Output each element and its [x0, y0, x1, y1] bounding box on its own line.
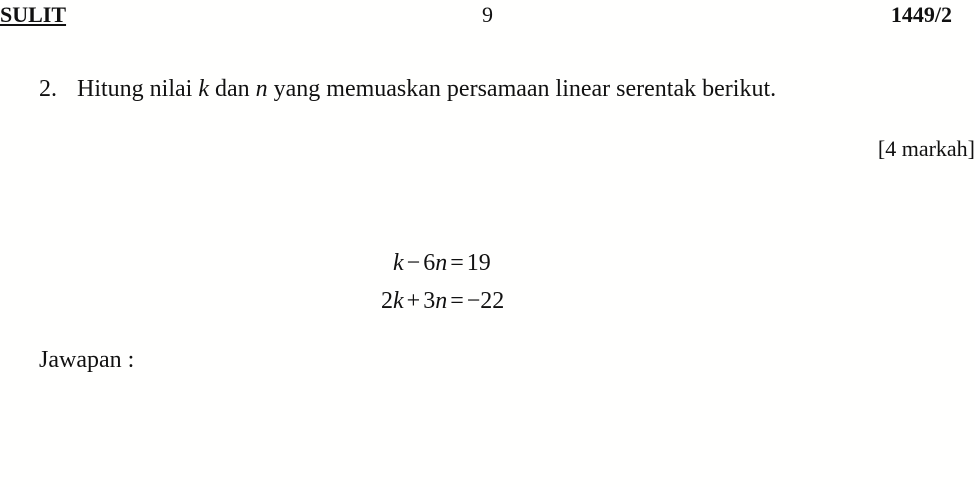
- question-text-part3: yang memuaskan persamaan linear serentak berikut.: [267, 76, 777, 102]
- variable-k: k: [198, 76, 209, 102]
- eq2-operator: +: [406, 288, 421, 314]
- equation-2: [381, 288, 504, 315]
- question-number: 2.: [39, 76, 57, 102]
- eq2-var1: k: [393, 288, 404, 314]
- variable-n: n: [255, 76, 268, 102]
- eq1-var2: n: [435, 250, 448, 276]
- header-sulit: SULIT: [0, 2, 67, 27]
- eq1-coef2: 6: [423, 250, 436, 276]
- question-text-part1: Hitung nilai: [77, 76, 199, 102]
- eq2-var2: n: [435, 288, 448, 314]
- eq1-equals: =: [450, 250, 464, 276]
- eq2-rhs: −22: [466, 288, 505, 314]
- question-text: [39, 76, 776, 103]
- marks-label: [4 markah]: [877, 136, 975, 161]
- eq2-coef1: 2: [381, 288, 393, 314]
- eq2-coef2: 3: [423, 288, 436, 314]
- equation-1: [393, 250, 491, 277]
- eq1-operator: −: [406, 250, 421, 276]
- eq2-equals: =: [450, 288, 464, 314]
- eq1-rhs: 19: [466, 250, 491, 276]
- paper-code: 1449/2: [890, 2, 952, 27]
- question-text-part2: dan: [208, 76, 256, 102]
- answer-label: Jawapan :: [39, 347, 135, 373]
- eq1-var1: k: [393, 250, 404, 276]
- page-number: 9: [482, 2, 493, 27]
